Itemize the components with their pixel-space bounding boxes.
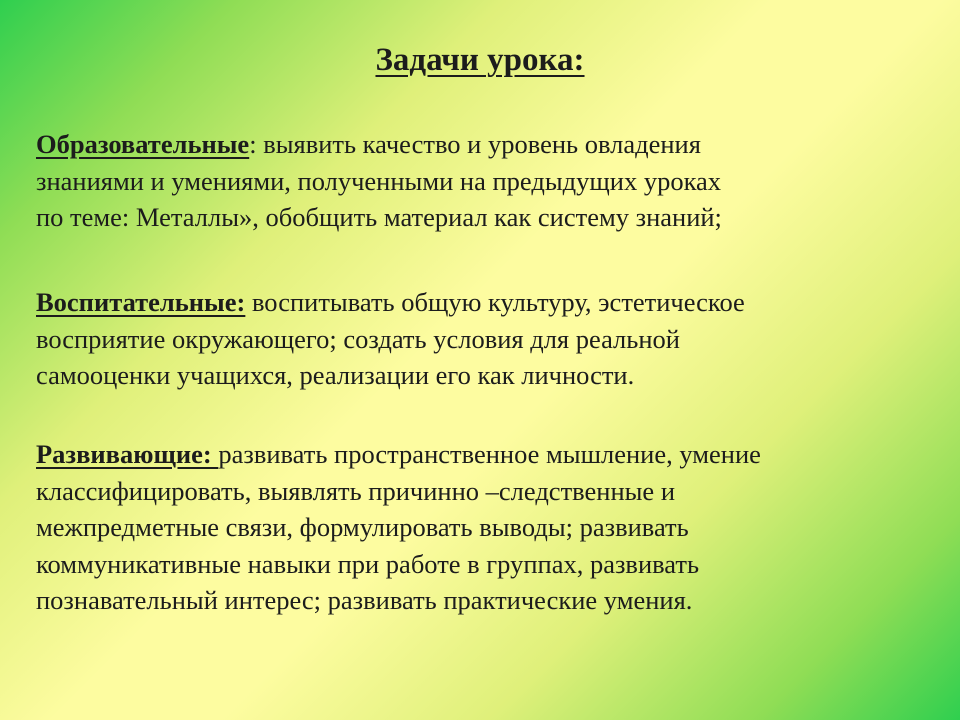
section-first-line xyxy=(36,126,936,163)
section-line: коммуникативные навыки при работе в группах, развивать xyxy=(36,548,700,579)
section-first-line xyxy=(36,284,936,321)
section-line: восприятие окружающего; создать условия для реальной xyxy=(36,323,680,354)
section-developing xyxy=(36,436,936,619)
section-line: познавательный интерес; развивать практические умения. xyxy=(36,585,693,615)
section-heading-educational: Образовательные xyxy=(36,129,250,159)
section-heading-developing: Развивающие: xyxy=(36,439,219,469)
section-text: воспитывать общую культуру, эстетическое xyxy=(245,287,745,317)
section-text: развивать пространственное мышление, умение xyxy=(218,439,761,469)
section-text: : выявить качество и уровень овладения xyxy=(249,129,701,159)
section-line: классифицировать, выявлять причинно –следственные и xyxy=(36,475,676,506)
section-line: межпредметные связи, формулировать выводы; развивать xyxy=(36,512,689,542)
section-line: знаниями и умениями, полученными на предыдущих уроках xyxy=(36,165,722,196)
section-heading-upbringing: Воспитательные: xyxy=(36,287,246,317)
slide-title: Задачи урока: xyxy=(375,42,585,78)
section-upbringing xyxy=(36,284,936,394)
section-educational xyxy=(36,126,936,236)
section-line: по теме: Металлы», обобщить материал как систему знаний; xyxy=(36,202,722,232)
section-line: самооценки учащихся, реализации его как личности. xyxy=(36,360,635,390)
section-first-line xyxy=(36,436,936,473)
